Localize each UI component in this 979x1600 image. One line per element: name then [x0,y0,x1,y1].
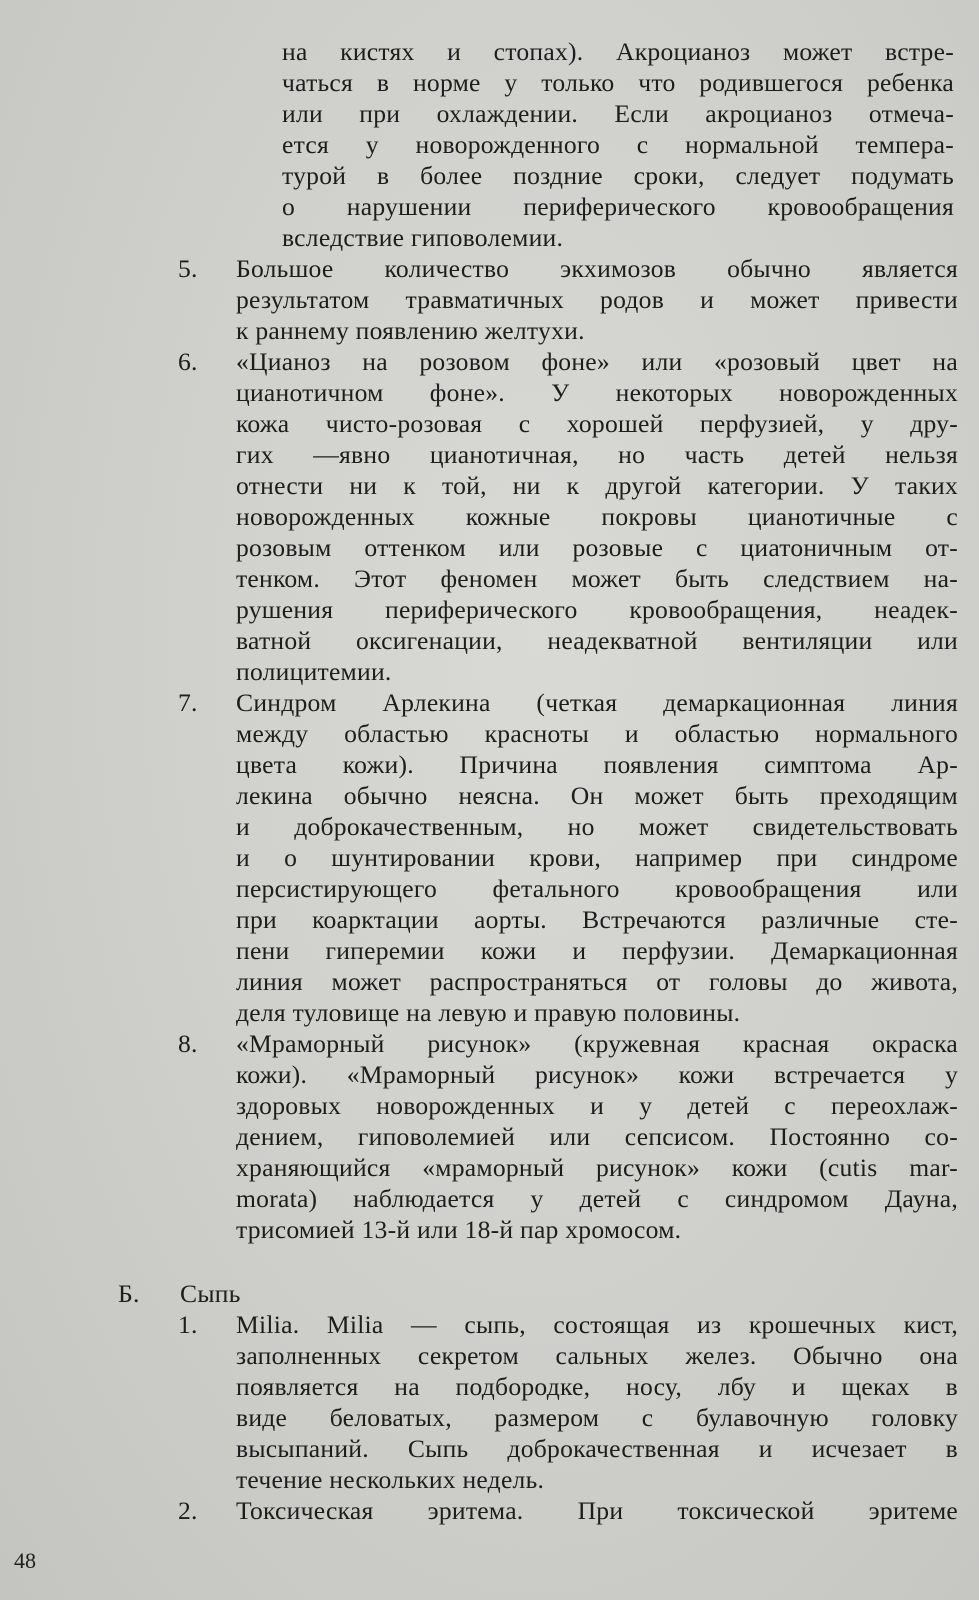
text-line: новорожденных кожные покровы цианотичные с [236,502,958,531]
list-item-text [236,346,958,687]
text-line: кожа чисто-розовая с хорошей перфузией, у дру- [236,409,958,438]
subitem-2 [178,1495,958,1526]
text-line: Большое количество экхимозов обычно является [236,254,958,283]
text-line: дением, гиповолемией или сепсисом. Постоянно со- [236,1122,958,1151]
text-line: высыпаний. Сыпь доброкачественная и исчезает в [236,1434,958,1463]
continued-paragraph [282,36,954,253]
text-line: персистирующего фетального кровообращения или [236,874,958,903]
text-line: заполненных секретом сальных желез. Обычно она [236,1341,958,1370]
text-line: ватной оксигенации, неадекватной вентиляции или [236,626,958,655]
list-item-text [236,687,958,1028]
text-line: пени гиперемии кожи и перфузии. Демаркационная [236,936,958,965]
list-item-number: 1. [178,1310,198,1339]
text-line: деля туловище на левую и правую половины. [236,998,741,1027]
list-item-5 [178,253,958,346]
list-item-number: 7. [178,688,198,717]
text-line: лекина обычно неясна. Он может быть преходящим [236,781,958,810]
text-line: цианотичном фоне». У некоторых новорожденных [236,378,958,407]
text-line: виде беловатых, размером с булавочную головку [236,1403,958,1432]
list-item-8 [178,1028,958,1245]
text-line: Milia. Milia — сыпь, состоящая из крошечных кист, [236,1310,958,1339]
text-line: и о шунтировании крови, например при синдроме [236,843,958,872]
section-heading [118,1278,241,1309]
page-number: 48 [14,1548,36,1573]
text-line: линия может распространяться от головы до живота, [236,967,958,996]
text-line: Токсическая эритема. При токсической эритеме [236,1496,958,1525]
text-line: между областью красноты и областью нормального [236,719,958,748]
text-line: на кистях и стопах). Акроцианоз может встре- [282,37,954,66]
text-line: храняющийся «мраморный рисунок» кожи (cutis mar- [236,1153,958,1182]
text-line: отнести ни к той, ни к другой категории. У таких [236,471,958,500]
text-line: вследствие гиповолемии. [282,223,564,252]
list-item-text [236,1495,958,1526]
text-line: к раннему появлению желтухи. [236,316,585,345]
list-item-text [236,253,958,346]
text-line: «Мраморный рисунок» (кружевная красная окраска [236,1029,958,1058]
text-line: чаться в норме у только что родившегося ребенка [282,68,954,97]
text-line: Синдром Арлекина (четкая демаркационная линия [236,688,958,717]
text-line: о нарушении периферического кровообращения [282,192,954,221]
text-line: полицитемии. [236,657,392,686]
section-title: Сыпь [180,1279,241,1308]
text-line: результатом травматичных родов и может привести [236,285,958,314]
text-line: при коарктации аорты. Встречаются различные сте- [236,905,958,934]
list-item-text [236,1309,958,1495]
list-item-text [236,1028,958,1245]
text-line: или при охлаждении. Если акроцианоз отмеча- [282,99,954,128]
text-line: турой в более поздние сроки, следует подумать [282,161,954,190]
text-line: и доброкачественным, но может свидетельствовать [236,812,958,841]
text-line: цвета кожи). Причина появления симптома Ар- [236,750,958,779]
text-line: кожи). «Мраморный рисунок» кожи встречается у [236,1060,958,1089]
section-letter: Б. [118,1279,140,1308]
list-item-number: 2. [178,1496,198,1525]
text-line: розовым оттенком или розовые с циатоничным от- [236,533,958,562]
text-line: morata) наблюдается у детей с синдромом Дауна, [236,1184,958,1213]
list-item-6 [178,346,958,687]
text-line: тенком. Этот феномен может быть следствием на- [236,564,958,593]
text-line: появляется на подбородке, носу, лбу и щеках в [236,1372,958,1401]
list-item-number: 5. [178,254,198,283]
text-line: здоровых новорожденных и у детей с переохлаж- [236,1091,958,1120]
list-item-7 [178,687,958,1028]
text-line: течение нескольких недель. [236,1465,545,1494]
list-item-number: 6. [178,347,198,376]
text-line: рушения периферического кровообращения, неадек- [236,595,958,624]
text-line: гих —явно цианотичная, но часть детей нельзя [236,440,958,469]
list-item-number: 8. [178,1029,198,1058]
text-line: трисомией 13-й или 18-й пар хромосом. [236,1215,682,1244]
subitem-1 [178,1309,958,1495]
text-line: «Цианоз на розовом фоне» или «розовый цвет на [236,347,958,376]
text-line: ется у новорожденного с нормальной темпера- [282,130,954,159]
